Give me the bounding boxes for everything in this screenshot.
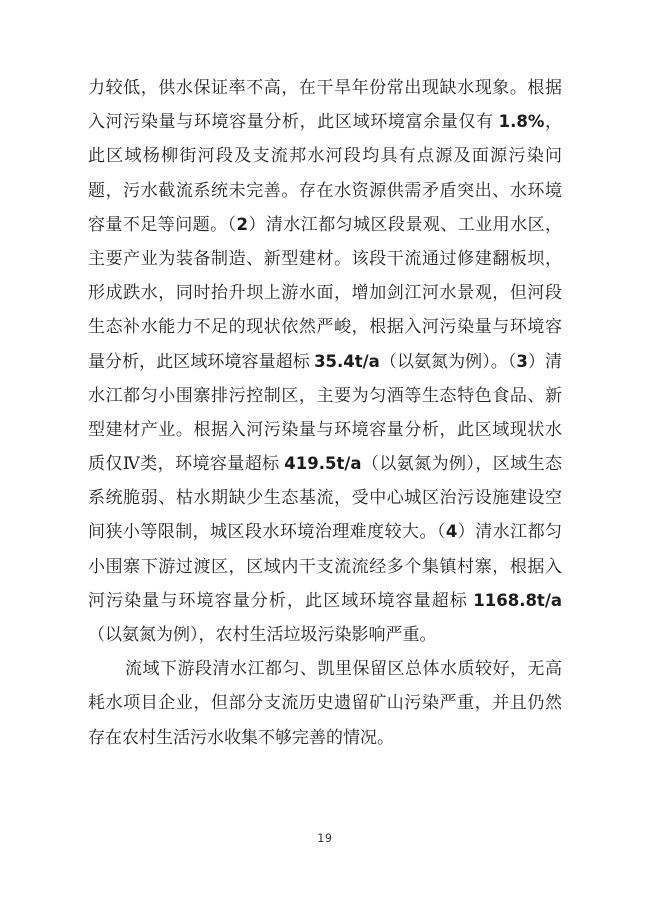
numeric-text: 1168.8t/a bbox=[473, 590, 562, 610]
numeric-text: 1.8% bbox=[498, 112, 545, 132]
cjk-text: 质仅Ⅳ类，环境容量超标 bbox=[88, 454, 285, 474]
cjk-text: 力较低，供水保证率不高，在干旱年份常出现缺水现象。根据 bbox=[88, 78, 562, 97]
numeric-text: 419.5t/a bbox=[284, 454, 362, 474]
text-line bbox=[88, 71, 562, 105]
cjk-text: （以氨氮为例）。（ bbox=[379, 351, 517, 371]
text-line bbox=[88, 242, 562, 276]
text-line bbox=[88, 208, 562, 242]
text-line bbox=[88, 618, 562, 652]
cjk-text: （以氨氮为例），区域生态 bbox=[361, 454, 562, 474]
cjk-text: ， bbox=[544, 112, 562, 132]
cjk-text: ）清水江都匀城区段景观、工业用水区， bbox=[248, 214, 562, 234]
cjk-text: 入河污染量与环境容量分析，此区域环境富余量仅有 bbox=[88, 112, 499, 132]
cjk-text: 存在农村生活污水收集不够完善的情况。 bbox=[88, 727, 394, 747]
text-line bbox=[88, 105, 562, 139]
cjk-text: 水江都匀小围寨排污控制区，主要为匀酒等生态特色食品、新 bbox=[88, 385, 562, 405]
cjk-text: 题，污水截流系统未完善。存在水资源供需矛盾突出、水环境 bbox=[88, 180, 562, 200]
text-line bbox=[88, 379, 562, 413]
cjk-text: 生态补水能力不足的现状依然严峻，根据入河污染量与环境容 bbox=[88, 317, 562, 337]
text-line bbox=[88, 276, 562, 310]
text-line bbox=[88, 515, 562, 549]
cjk-text: ）清 bbox=[527, 351, 562, 371]
text-line bbox=[88, 345, 562, 379]
text-line bbox=[88, 447, 562, 481]
cjk-text: 间狭小等限制，城区段水环境治理难度较大。（ bbox=[88, 522, 446, 542]
text-line bbox=[88, 139, 562, 173]
cjk-text: 量分析，此区域环境容量超标 bbox=[88, 351, 315, 371]
numeric-text: 3 bbox=[516, 351, 528, 371]
cjk-text: 系统脆弱、枯水期缺少生态基流，受中心城区治污设施建设空 bbox=[88, 488, 562, 508]
cjk-text: 河污染量与环境容量分析，此区域环境容量超标 bbox=[88, 590, 474, 610]
cjk-text: 主要产业为装备制造、新型建材。该段干流通过修建翻板坝， bbox=[88, 248, 562, 268]
cjk-text: 此区域杨柳街河段及支流邦水河段均具有点源及面源污染问 bbox=[88, 146, 562, 166]
text-line bbox=[88, 721, 562, 755]
text-line bbox=[88, 652, 562, 686]
cjk-text: 形成跌水，同时抬升坝上游水面，增加剑江河水景观，但河段 bbox=[88, 283, 562, 303]
text-line bbox=[88, 310, 562, 344]
cjk-text: 容量不足等问题。（ bbox=[88, 214, 237, 234]
text-line bbox=[88, 686, 562, 720]
text-line bbox=[88, 584, 562, 618]
numeric-text: 4 bbox=[445, 522, 458, 542]
text-line bbox=[88, 550, 562, 584]
numeric-text: 35.4t/a bbox=[314, 351, 380, 371]
text-line bbox=[88, 413, 562, 447]
cjk-text: ）清水江都匀 bbox=[457, 522, 562, 542]
document-body bbox=[88, 71, 562, 755]
cjk-text: （以氨氮为例），农村生活垃圾污染影响严重。 bbox=[88, 625, 437, 644]
cjk-text: 耗水项目企业，但部分支流历史遗留矿山污染严重，并且仍然 bbox=[88, 693, 562, 713]
cjk-text: 流域下游段清水江都匀、凯里保留区总体水质较好，无高 bbox=[125, 659, 562, 679]
page-number: 19 bbox=[317, 831, 333, 845]
text-line bbox=[88, 481, 562, 515]
cjk-text: 型建材产业。根据入河污染量与环境容量分析，此区域现状水 bbox=[88, 419, 562, 439]
numeric-text: 2 bbox=[236, 214, 248, 234]
text-line bbox=[88, 174, 562, 208]
cjk-text: 小围寨下游过渡区，区域内干支流流经多个集镇村寨，根据入 bbox=[88, 556, 562, 576]
